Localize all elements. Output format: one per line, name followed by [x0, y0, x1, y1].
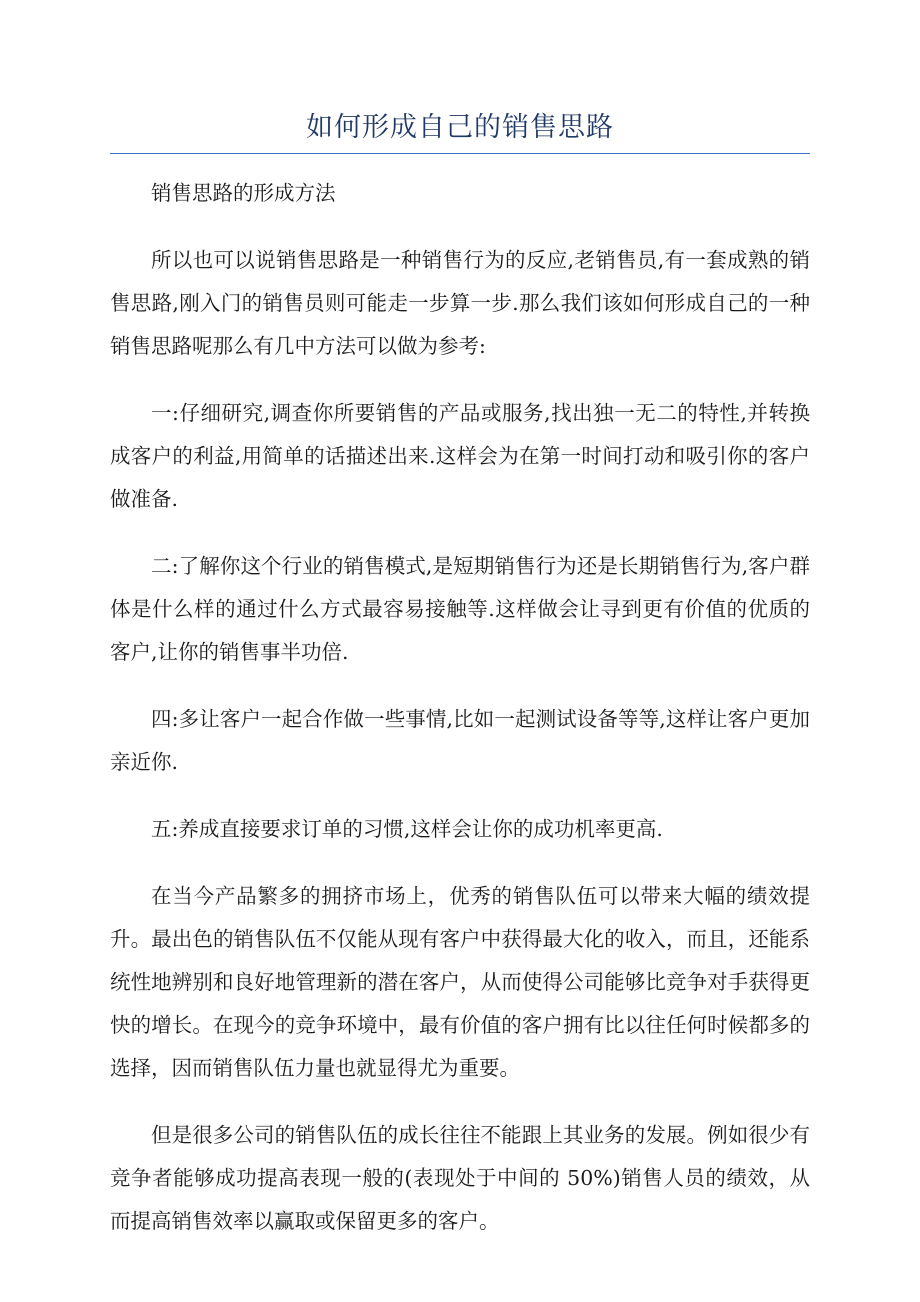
paragraph-point-one: 一:仔细研究,调查你所要销售的产品或服务,找出独一无二的特性,并转换成客户的利益,用简单的话描述出来.这样会为在第一时间打动和吸引你的客户做准备. [110, 401, 810, 511]
title-underline [110, 153, 810, 154]
paragraph-point-five: 五:养成直接要求订单的习惯,这样会让你的成功机率更高. [151, 817, 663, 841]
document-title: 如何形成自己的销售思路 [306, 112, 614, 143]
paragraph-intro: 所以也可以说销售思路是一种销售行为的反应,老销售员,有一套成熟的销售思路,刚入门的销售员则可能走一步算一步.那么我们该如何形成自己的一种销售思路呢那么有几中方法可以做为参考: [110, 248, 810, 358]
document-body [110, 172, 810, 1267]
paragraph-point-four: 四:多让客户一起合作做一些事情,比如一起测试设备等等,这样让客户更加亲近你. [110, 707, 810, 774]
section-heading: 销售思路的形成方法 [151, 181, 336, 205]
paragraph-point-two: 二:了解你这个行业的销售模式,是短期销售行为还是长期销售行为,客户群体是什么样的通过什么方式最容易接触等.这样做会让寻到更有价值的优质的客户,让你的销售事半功倍. [110, 554, 810, 664]
paragraph-growth: 但是很多公司的销售队伍的成长往往不能跟上其业务的发展。例如很少有竞争者能够成功提高表现一般的(表现处于中间的 50%)销售人员的绩效，从而提高销售效率以赢取或保留更多的客户。 [110, 1123, 810, 1233]
paragraph-market: 在当今产品繁多的拥挤市场上，优秀的销售队伍可以带来大幅的绩效提升。最出色的销售队伍不仅能从现有客户中获得最大化的收入，而且，还能系统性地辨别和良好地管理新的潜在客户，从而使得公司能够比竞争对手获得更快的增长。在现今的竞争环境中，最有价值的客户拥有比以往任何时候都多的选择，因而销售队伍力量也就显得尤为重要。 [110, 884, 810, 1080]
